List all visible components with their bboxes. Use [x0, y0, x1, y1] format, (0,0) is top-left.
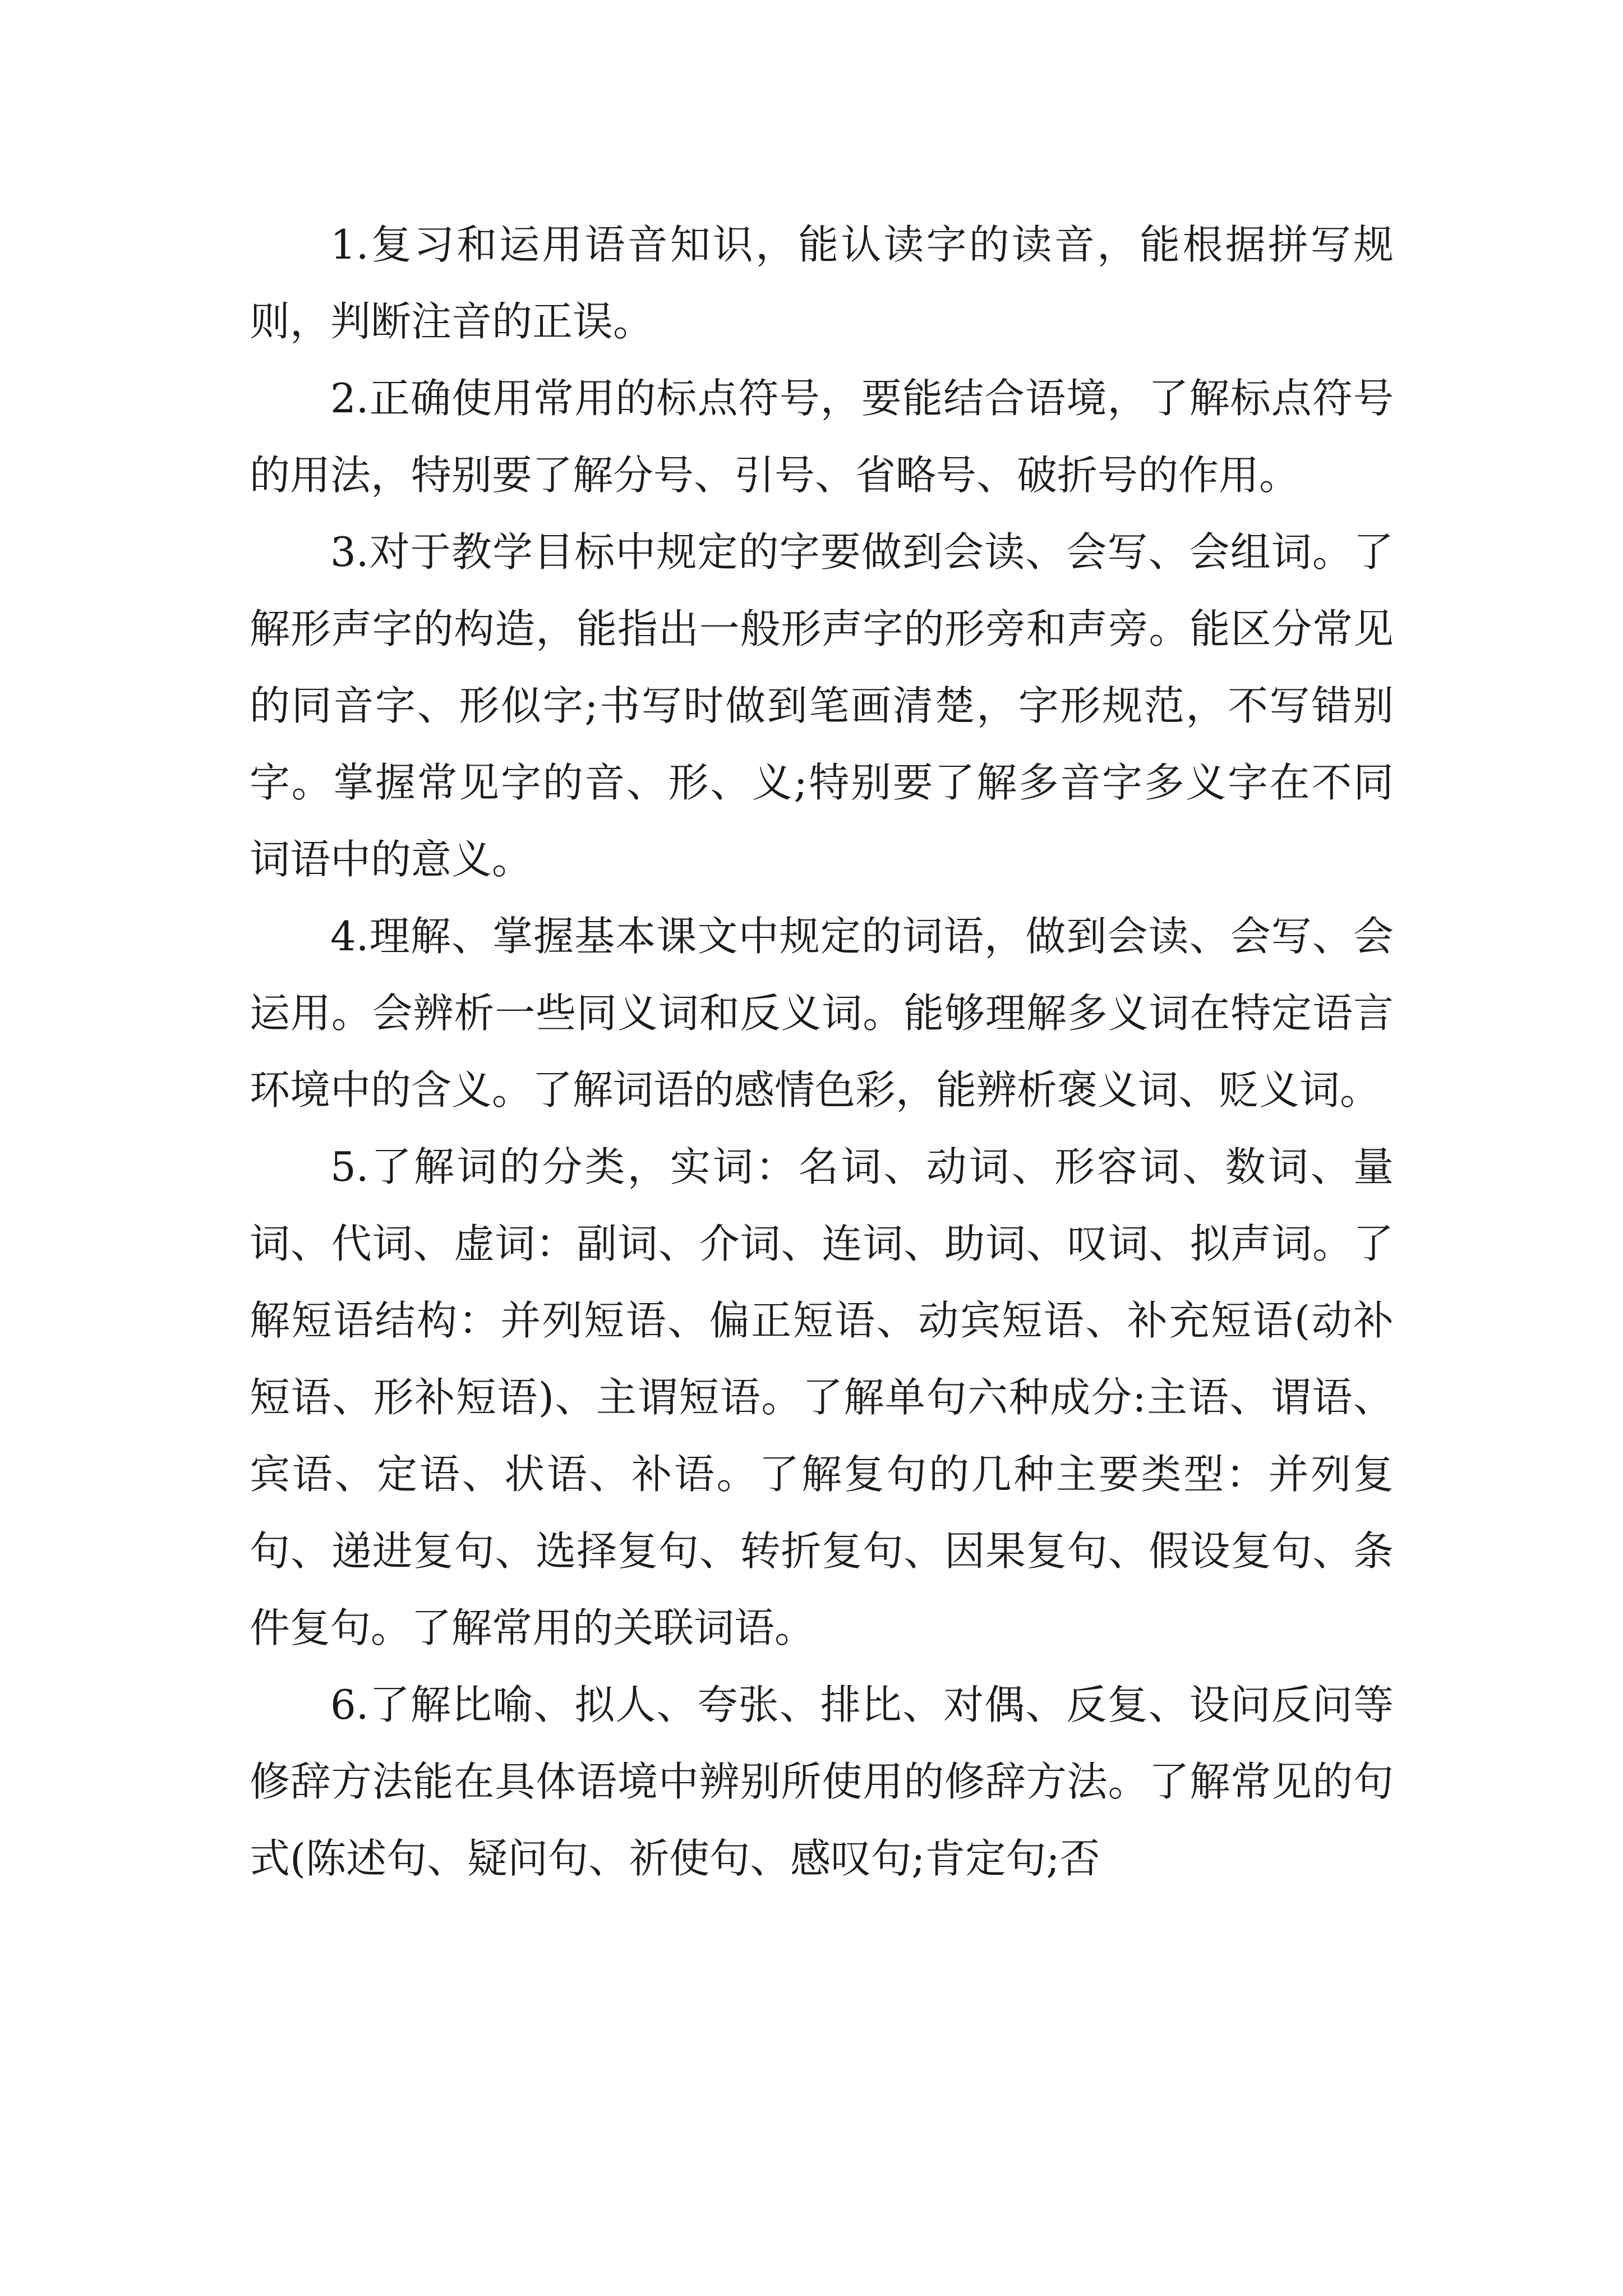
paragraph-6: 6.了解比喻、拟人、夸张、排比、对偶、反复、设问反问等修辞方法能在具体语境中辨别所使用的修辞方法。了解常见的句式(陈述句、疑问句、祈使句、感叹句;肯定句;否	[250, 1681, 1394, 1882]
paragraph-2: 2.正确使用常用的标点符号，要能结合语境，了解标点符号的用法，特别要了解分号、引号、省略号、破折号的作用。	[250, 375, 1394, 499]
paragraph-3: 3.对于教学目标中规定的字要做到会读、会写、会组词。了解形声字的构造，能指出一般形声字的形旁和声旁。能区分常见的同音字、形似字;书写时做到笔画清楚，字形规范，不写错别字。掌握常见字的音、形、义;特别要了解多音字多义字在不同词语中的意义。	[250, 528, 1394, 883]
paragraph-1: 1.复习和运用语音知识，能认读字的读音，能根据拼写规则，判断注音的正误。	[250, 221, 1394, 345]
document-body	[250, 206, 1394, 1897]
paragraph-4: 4.理解、掌握基本课文中规定的词语，做到会读、会写、会运用。会辨析一些同义词和反义词。能够理解多义词在特定语言环境中的含义。了解词语的感情色彩，能辨析褒义词、贬义词。	[250, 913, 1394, 1114]
paragraph-5: 5.了解词的分类，实词：名词、动词、形容词、数词、量词、代词、虚词：副词、介词、连词、助词、叹词、拟声词。了解短语结构：并列短语、偏正短语、动宾短语、补充短语(动补短语、形补短语)、主谓短语。了解单句六种成分:主语、谓语、宾语、定语、状语、补语。了解复句的几种主要类型：并列复句、递进复句、选择复句、转折复句、因果复句、假设复句、条件复句。了解常用的关联词语。	[250, 1143, 1394, 1651]
